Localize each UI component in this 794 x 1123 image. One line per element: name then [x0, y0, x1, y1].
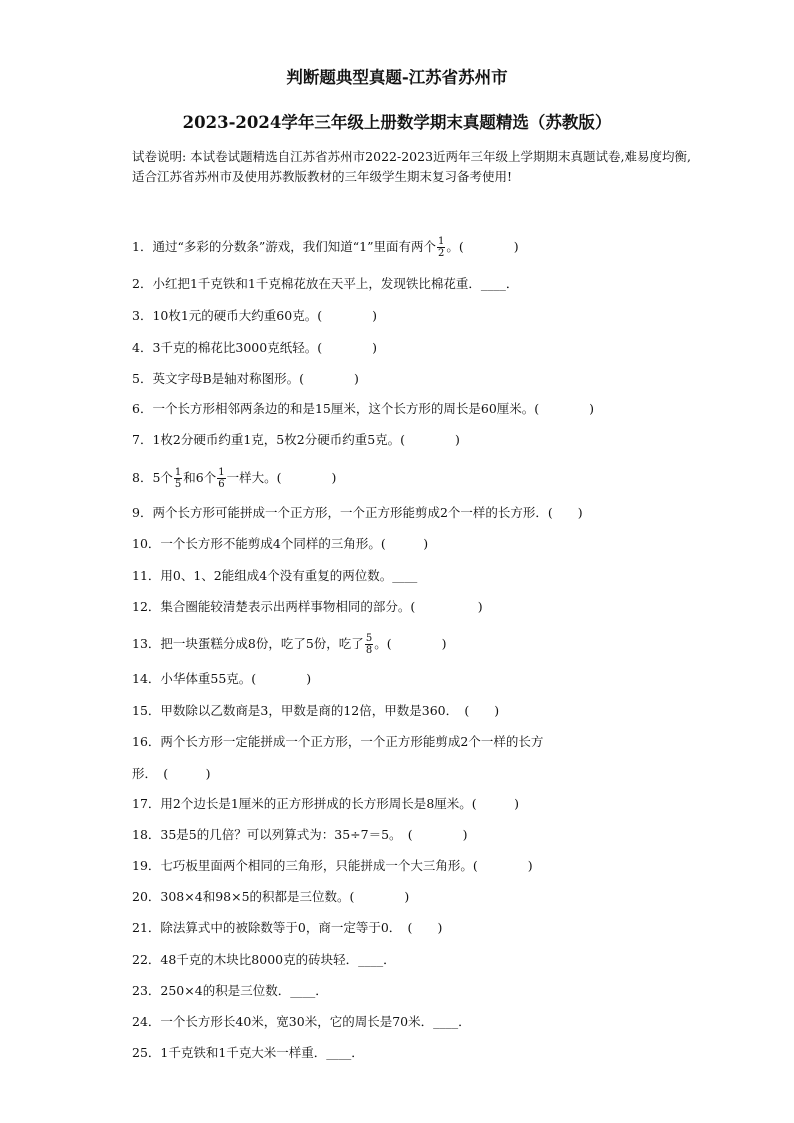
- question-item: 5．英文字母B是轴对称图形。( ): [132, 371, 359, 386]
- question-item: 11．用0、1、2能组成4个没有重复的两位数。____: [132, 568, 418, 583]
- document-subtitle: 2023-2024学年三年级上册数学期末真题精选（苏教版）: [182, 113, 612, 132]
- document-title: 判断题典型真题-江苏省苏州市: [286, 68, 508, 87]
- fraction: $\frac{5}{8}$: [365, 633, 373, 656]
- fraction: $\frac{1}{6}$: [218, 467, 225, 490]
- question-item: 21．除法算式中的被除数等于0，商一定等于0． ( ): [132, 920, 443, 935]
- question-item: 4．3千克的棉花比3000克纸轻。( ): [132, 340, 377, 355]
- exam-description: 试卷说明: 本试卷试题精选自江苏省苏州市2022-2023近两年三年级上学期期末真题试卷,难易度均衡,适合江苏省苏州市及使用苏教版教材的三年级学生期末复习备考使用!: [132, 149, 691, 184]
- question-item: 16．两个长方形一定能拼成一个正方形，一个正方形能剪成2个一样的长方: [132, 734, 544, 749]
- question-item: 7．1枚2分硬币约重1克，5枚2分硬币约重5克。( ): [132, 432, 460, 447]
- question-item: 24．一个长方形长40米，宽30米，它的周长是70米．____．: [132, 1014, 471, 1029]
- question-item: 13．把一块蛋糕分成8份，吃了5份，吃了 $\frac{5}{8}$ 。( ): [132, 633, 447, 656]
- question-item: 10．一个长方形不能剪成4个同样的三角形。( ): [132, 536, 429, 551]
- question-item: 8．5个 $\frac{1}{5}$ 和6个 $\frac{1}{6}$ 一样大。( ): [132, 467, 337, 490]
- question-item: 17．用2个边长是1厘米的正方形拼成的长方形周长是8厘米。( ): [132, 796, 520, 811]
- fraction: $\frac{1}{5}$: [174, 467, 182, 490]
- question-item: 9．两个长方形可能拼成一个正方形，一个正方形能剪成2个一样的长方形．( ): [132, 505, 583, 520]
- question-item: 15．甲数除以乙数商是3，甲数是商的12倍，甲数是360． ( ): [132, 703, 500, 718]
- question-item: 12．集合圈能较清楚表示出两样事物相同的部分。( ): [132, 599, 483, 614]
- question-item: 3．10枚1元的硬币大约重60克。( ): [132, 308, 377, 323]
- question-item: 18．35是5的几倍？可以列算式为：35÷7＝5。 ( ): [132, 827, 468, 842]
- question-item: 20．308×4和98×5的积都是三位数。( ): [132, 889, 410, 904]
- question-item: 2．小红把1千克铁和1千克棉花放在天平上，发现铁比棉花重．____．: [132, 276, 519, 291]
- question-item: 形． ( ): [132, 766, 211, 781]
- question-item: 22．48千克的木块比8000克的砖块轻．____．: [132, 952, 396, 967]
- question-item: 19．七巧板里面两个相同的三角形，只能拼成一个大三角形。( ): [132, 858, 533, 873]
- question-item: 25．1千克铁和1千克大米一样重．____．: [132, 1045, 364, 1060]
- question-item: 23．250×4的积是三位数．____．: [132, 983, 328, 998]
- question-item: 1．通过“多彩的分数条”游戏，我们知道“1”里面有两个 $\frac{1}{2}$ 。( ): [132, 236, 519, 259]
- fraction: $\frac{1}{2}$: [437, 236, 445, 259]
- question-item: 14．小华体重55克。( ): [132, 671, 312, 686]
- question-item: 6．一个长方形相邻两条边的和是15厘米，这个长方形的周长是60厘米。( ): [132, 401, 595, 416]
